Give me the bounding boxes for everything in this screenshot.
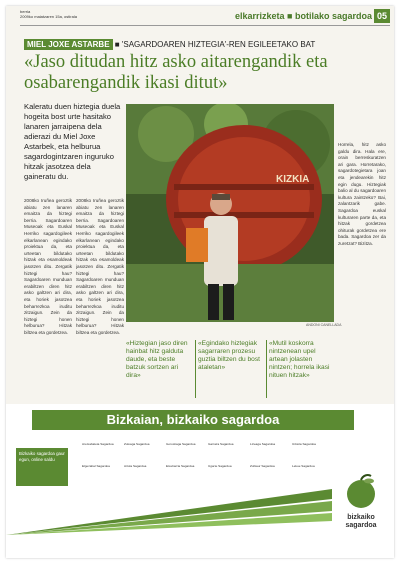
body-column-1: 2008ko Iruñea geroztik abiatu zen lanaren emaitza da hiztegi berria. Sagardoaren Museoak eta Euskal Herriko sagardogileek elkarlanean egindako proiektua da, eta urteetan bildutako hitzak eta esamoldeak jasotzen ditu. Zergatik hiztegi hau? Sagardoaren munduan erabiltzen diren hitz asko galtzen ari dira, eta horiek jasotzea beharrezkoa iruditu zitzaigun. Zein da hiztegi honen helburua? Hitzak biltzea eta gordetzea. — [24, 198, 72, 335]
barrel-lettering: KIZKIA — [276, 174, 310, 185]
producer-item: Zubiaur Sagardoa — [250, 464, 275, 468]
producer-item: Lizeaga Sagardoa — [250, 442, 276, 446]
page-number: 05 — [374, 9, 390, 23]
newspaper-page — [6, 6, 394, 558]
kicker-topic: 'SAGARDOAREN HIZTEGIA'-REN EGILEETAKO BAT — [121, 40, 316, 49]
producer-item: Etxebarria Sagardoa — [166, 464, 195, 468]
ad-logo-apple-icon — [336, 472, 386, 512]
kicker-separator-icon: ■ — [114, 40, 122, 49]
ad-producer-grid — [82, 442, 332, 486]
body-column-1b: 2008ko Iruñea geroztik abiatu zen lanaren emaitza da hiztegi berria. Sagardoaren Museoak eta Euskal Herriko sagardogileek elkarlanean egindako proiektua da, eta urteetan bildutako hitzak eta esamoldeak jasotzen ditu. Zergatik hiztegi hau? Sagardoaren munduan erabiltzen diren hitz asko galtzen ari dira, eta horiek jasotzea beharrezkoa iruditu zitzaigun. Zein da hiztegi honen helburua? Hitzak biltzea eta gordetzea. — [76, 198, 124, 335]
section-right: botilako sagardoa — [294, 11, 372, 21]
logo-line-2: sagardoa — [345, 522, 377, 529]
logo-line-1: bizkaiko — [347, 514, 375, 521]
header-divider — [20, 25, 390, 26]
body-column-3: Horrela, hitz asko galdu dira. Hala ere, orain berreskuratzen ari gara. Horretarako, sagardotegietara joan eta jendearekin hitz egin dugu. Hiztegiak balio al du sagardoaren kultura zaintzeko? Bai, zalantzarik gabe. Sagardoa euskal kulturaren parte da, eta hitzak gordetzea ohiturak gordetzea ere bada. Sagardoa zer da zuretzat? Bizitza. — [338, 142, 386, 246]
ad-logo-text — [336, 514, 386, 530]
header-paper-name: berria — [20, 9, 31, 14]
article-photo — [126, 104, 334, 322]
header-section — [235, 11, 372, 21]
pull-quote-3: «Mutil koskorra nintzenean upel artean jolasten nintzen; horrela ikasi nituen hitzak» — [269, 340, 330, 379]
photo-illustration — [126, 104, 334, 322]
section-separator-icon: ■ — [287, 11, 295, 21]
producer-item: Ugarte Sagardoa — [208, 464, 232, 468]
producer-item: Lekue Sagardoa — [292, 464, 315, 468]
pull-quotes — [126, 340, 334, 404]
producer-item: Urkiola Sagardoa — [292, 442, 316, 446]
ad-callout: Bizkaiko sagardoa gaur egun, online saldu — [16, 448, 68, 486]
ad-title: Bizkaian, bizkaiko sagardoa — [32, 410, 354, 430]
photo-credit: ANDONI CANELLADA — [306, 323, 342, 327]
article-lead: Kaleratu duen hiztegia duela hogeita bost urte hasitako lanaren jarraipena dela adierazi du Miel Joxe Astarbek, eta helburua sagardogintzaren inguruko hitzak jasotzea dela gaineratu du. — [24, 102, 121, 181]
producer-item: Artola Sagardoa — [124, 464, 147, 468]
header-meta — [20, 9, 77, 19]
pull-quote-1: «Hiztegian jaso diren hainbat hitz galduta daude, eta beste batzuk sortzen ari dira» — [126, 340, 188, 379]
producer-item: Gorostiaga Sagardoa — [166, 442, 196, 446]
page-header — [6, 6, 394, 28]
quote-divider-1 — [195, 340, 196, 398]
article-headline: «Jaso ditudan hitz asko aitarengandik eta osabarengandik ikasi ditut» — [24, 52, 328, 93]
producer-item: Zuloaga Sagardoa — [124, 442, 150, 446]
producer-item: Aretxabaleta Sagardoa — [82, 442, 114, 446]
kicker-author: MIEL JOXE ASTARBE — [24, 39, 113, 50]
producer-item: Garraza Sagardoa — [208, 442, 234, 446]
producer-item: Elgezabal Sagardoa — [82, 464, 110, 468]
quote-divider-2 — [266, 340, 267, 398]
pull-quote-2: «Egindako hiztegiak sagarraren prozesu guztia biltzen du bost ataletan» — [198, 340, 260, 371]
ad-decorative-stripes — [6, 489, 332, 535]
ad-footer-space — [6, 535, 394, 558]
header-date: 2009ko maiatzaren 15a, ostirala — [20, 14, 77, 19]
section-left: elkarrizketa — [234, 11, 285, 21]
article-kicker — [24, 40, 315, 49]
